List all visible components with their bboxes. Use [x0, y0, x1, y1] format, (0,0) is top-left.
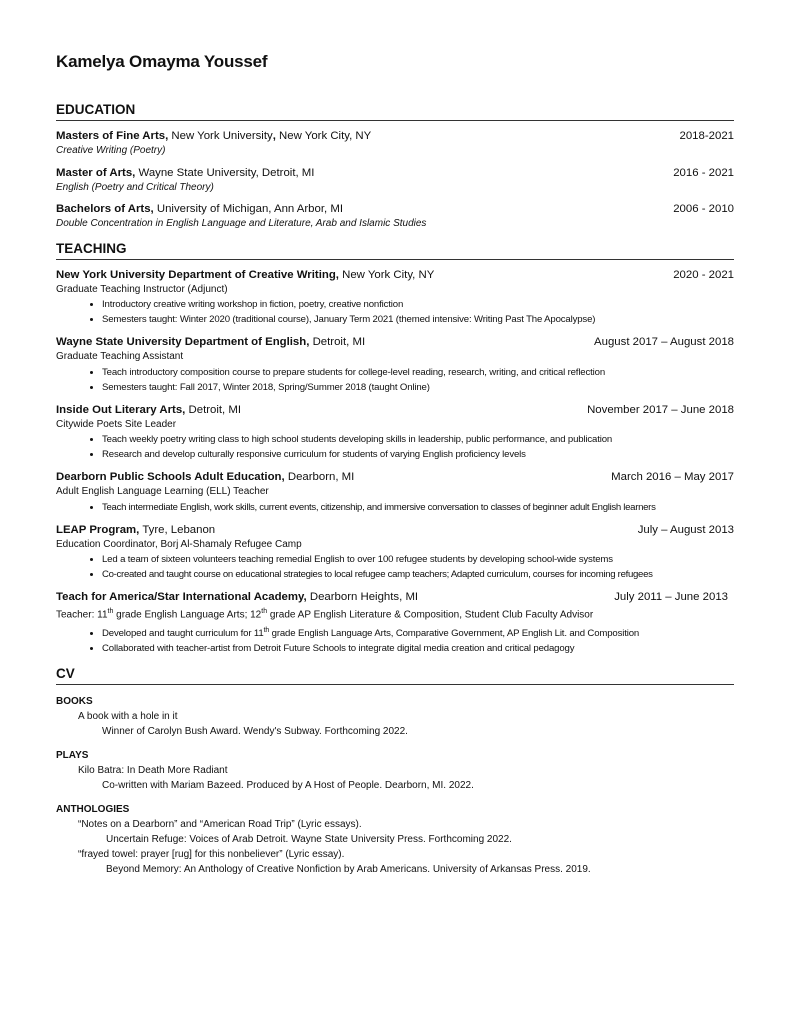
location: Dearborn, MI	[284, 471, 355, 483]
role: Education Coordinator, Borj Al-Shamaly Refugee Camp	[56, 538, 302, 550]
superscript: th	[107, 608, 114, 615]
organization: Dearborn Public Schools Adult Education,	[56, 471, 285, 483]
bullet-item: • Co-created and taught course on educational strategies to local refugee camp teachers; Adapted curriculum, courses for incoming refugees	[102, 567, 734, 582]
comma: ,	[272, 130, 276, 142]
book-detail: Winner of Carolyn Bush Award. Wendy's Subway. Forthcoming 2022.	[102, 726, 408, 738]
date: 2018-2021	[679, 130, 734, 142]
bullet-item: • Semesters taught: Fall 2017, Winter 2018, Spring/Summer 2018 (taught Online)	[102, 380, 734, 395]
anthology-title: “Notes on a Dearborn” and “American Road Trip” (Lyric essays).	[78, 819, 362, 831]
bullet-list	[56, 365, 734, 395]
date: August 2017 – August 2018	[594, 336, 734, 348]
date: March 2016 – May 2017	[611, 471, 734, 483]
degree-detail: Double Concentration in English Language and Literature, Arab and Islamic Studies	[56, 218, 427, 229]
date: July 2011 – June 2013	[614, 591, 728, 603]
teaching-entry	[56, 335, 734, 395]
cv-section	[56, 666, 734, 877]
education-section	[56, 102, 734, 231]
organization: Wayne State University Department of English,	[56, 336, 310, 348]
teaching-heading: TEACHING	[56, 241, 734, 260]
plays-heading: PLAYS	[56, 750, 89, 762]
bullet-item: • Introductory creative writing workshop in fiction, poetry, creative nonfiction	[102, 297, 734, 312]
institution: New York University	[168, 130, 273, 142]
location: Detroit, MI	[185, 403, 242, 416]
superscript: th	[263, 626, 270, 634]
degree: Master of Arts,	[56, 166, 136, 179]
role-text: grade AP English Literature & Composition, Student Club Faculty Advisor	[267, 609, 594, 621]
degree-detail: Creative Writing (Poetry)	[56, 145, 166, 156]
date: November 2017 – June 2018	[587, 403, 734, 416]
organization: New York University Department of Creative Writing,	[56, 268, 339, 281]
institution: University of Michigan, Ann Arbor, MI	[153, 203, 343, 215]
play-title: Kilo Batra: In Death More Radiant	[78, 765, 228, 777]
role: Citywide Poets Site Leader	[56, 418, 177, 430]
organization: Teach for America/Star International Academy,	[56, 591, 307, 603]
teaching-entry	[56, 590, 734, 656]
bullet-list	[56, 623, 734, 656]
bullet-text: Developed and taught curriculum for 11	[102, 628, 264, 640]
date: July – August 2013	[637, 523, 734, 536]
role-text: grade English Language Arts; 12	[113, 609, 262, 621]
anthology-detail: Beyond Memory: An Anthology of Creative Nonfiction by Arab Americans. University of Arkansas Press. 2019.	[106, 864, 591, 876]
anthologies-heading: ANTHOLOGIES	[56, 804, 130, 816]
resume-page	[56, 52, 734, 887]
date: 2006 - 2010	[673, 203, 734, 215]
degree-detail: English (Poetry and Critical Theory)	[56, 181, 214, 193]
location: New York City, NY	[338, 268, 435, 281]
book-title: A book with a hole in it	[78, 711, 178, 723]
location: Detroit, MI	[309, 336, 366, 348]
bullet-list	[56, 432, 734, 462]
organization: Inside Out Literary Arts,	[56, 403, 186, 416]
bullet-item: • Research and develop culturally responsive curriculum for students of varying English proficiency levels	[102, 447, 734, 462]
degree: Masters of Fine Arts,	[56, 130, 169, 142]
bullet-item: • Teach introductory composition course to prepare students for college-level reading, research, writing, and critical reflection	[102, 365, 734, 380]
teaching-entry	[56, 268, 734, 328]
bullet-item	[102, 623, 734, 641]
role-text: Teacher: 11	[56, 609, 108, 621]
bullet-list	[56, 552, 734, 582]
role: Graduate Teaching Assistant	[56, 351, 184, 362]
bullet-item: • Teach weekly poetry writing class to high school students developing skills in leadership, public performance, and publication	[102, 432, 734, 447]
organization: LEAP Program,	[56, 523, 140, 536]
resume-name: Kamelya Omayma Youssef	[56, 52, 268, 71]
role	[56, 605, 734, 622]
date: 2020 - 2021	[673, 268, 734, 281]
bullet-text: grade English Language Arts, Comparative Government, AP English Lit. and Composition	[269, 628, 640, 640]
bullet-item: • Collaborated with teacher-artist from Detroit Future Schools to integrate digital media creation and critical pedagogy	[102, 641, 734, 656]
superscript: th	[261, 608, 268, 615]
play-detail: Co-written with Mariam Bazeed. Produced by A Host of People. Dearborn, MI. 2022.	[102, 780, 474, 792]
bullet-item: • Teach intermediate English, work skills, current events, citizenship, and immersive conversation to classes of beginner adult English learners	[102, 500, 734, 515]
cv-heading: CV	[56, 666, 734, 685]
teaching-entry	[56, 403, 734, 463]
teaching-entry	[56, 523, 734, 583]
education-entry	[56, 129, 734, 158]
education-entry	[56, 166, 734, 195]
bullet-list	[56, 297, 734, 327]
bullet-list	[56, 500, 734, 515]
institution: Wayne State University, Detroit, MI	[135, 166, 315, 179]
role: Adult English Language Learning (ELL) Teacher	[56, 486, 269, 497]
anthology-detail: Uncertain Refuge: Voices of Arab Detroit. Wayne State University Press. Forthcoming 2022.	[106, 834, 512, 846]
education-entry	[56, 202, 734, 231]
books-heading: BOOKS	[56, 696, 93, 708]
education-heading: EDUCATION	[56, 102, 734, 121]
location: New York City, NY	[275, 130, 372, 142]
teaching-section	[56, 241, 734, 657]
degree: Bachelors of Arts,	[56, 203, 154, 215]
location: Tyre, Lebanon	[139, 523, 216, 536]
location: Dearborn Heights, MI	[306, 591, 419, 603]
role: Graduate Teaching Instructor (Adjunct)	[56, 283, 228, 295]
bullet-item: • Semesters taught: Winter 2020 (traditional course), January Term 2021 (themed intensive: Writing Past The Apocalypse)	[102, 312, 734, 327]
anthology-title: “frayed towel: prayer [rug] for this nonbeliever” (Lyric essay).	[78, 849, 345, 861]
date: 2016 - 2021	[673, 166, 734, 179]
teaching-entry	[56, 470, 734, 515]
bullet-item: • Led a team of sixteen volunteers teaching remedial English to over 100 refugee students by developing school-wide systems	[102, 552, 734, 567]
